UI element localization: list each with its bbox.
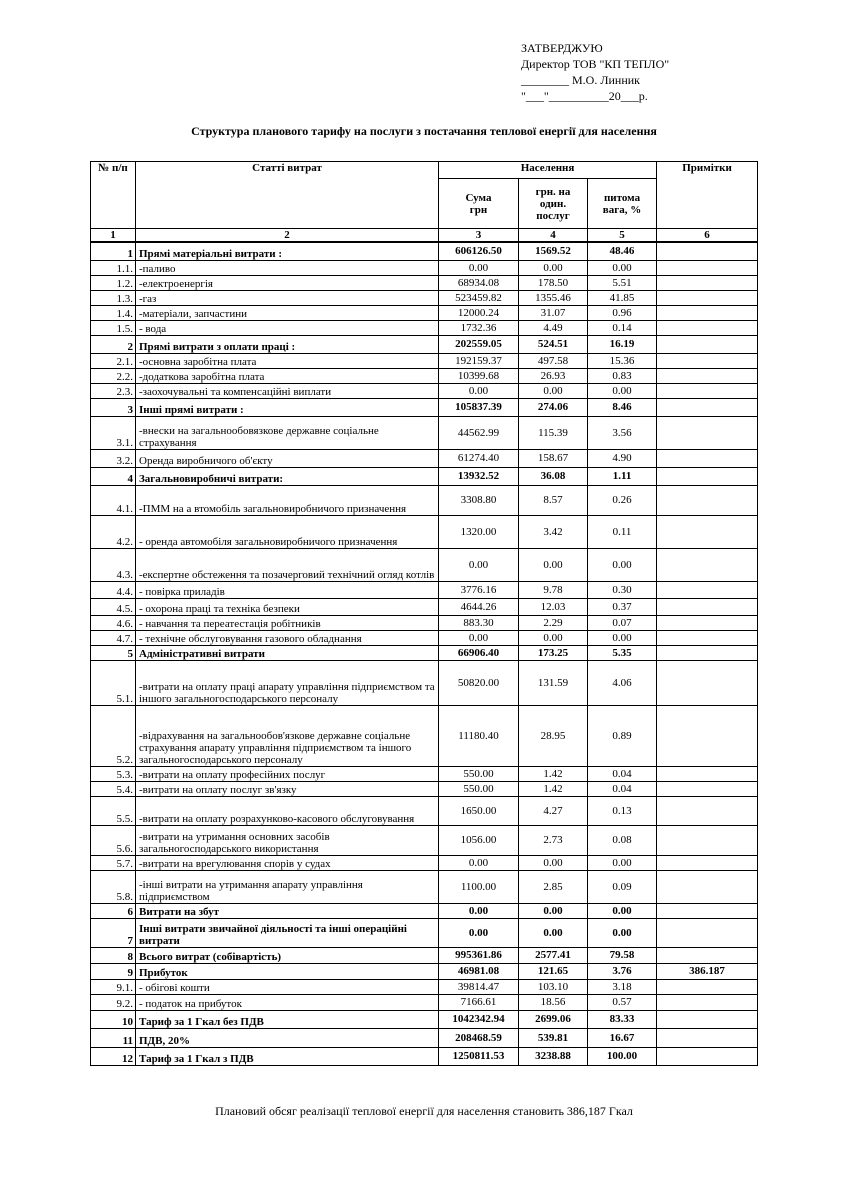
sum-cell: 550.00 (439, 766, 519, 781)
sum-cell: 995361.86 (439, 947, 519, 963)
note-cell (657, 825, 758, 855)
row-number-cell: 7 (91, 918, 136, 947)
note-cell (657, 368, 758, 383)
row-number-cell: 5.7. (91, 855, 136, 870)
per-unit-cell: 8.57 (519, 485, 588, 515)
per-unit-cell: 4.27 (519, 796, 588, 825)
note-cell (657, 449, 758, 467)
table-row (91, 1047, 758, 1065)
row-number-cell: 3.1. (91, 416, 136, 449)
per-unit-cell: 0.00 (519, 548, 588, 581)
table-row (91, 449, 758, 467)
note-cell (657, 796, 758, 825)
per-unit-cell: 121.65 (519, 963, 588, 979)
share-cell: 41.85 (588, 290, 657, 305)
per-unit-cell: 28.95 (519, 705, 588, 766)
per-unit-cell: 524.51 (519, 335, 588, 353)
note-cell (657, 994, 758, 1010)
tariff-table (90, 161, 758, 1066)
note-cell (657, 979, 758, 994)
cost-item-cell: - податок на прибуток (136, 994, 439, 1010)
sum-cell: 68934.08 (439, 275, 519, 290)
note-cell (657, 548, 758, 581)
sum-cell: 0.00 (439, 903, 519, 918)
sum-cell: 0.00 (439, 630, 519, 645)
per-unit-cell: 9.78 (519, 581, 588, 598)
row-number-cell: 5.8. (91, 870, 136, 903)
table-row (91, 416, 758, 449)
header-sum: Сума грн (439, 179, 519, 229)
table-body (91, 242, 758, 1065)
row-number-cell: 1.2. (91, 275, 136, 290)
cost-item-cell: -витрати на утримання основних засобів загальногосподарського використання (136, 825, 439, 855)
share-cell: 0.00 (588, 918, 657, 947)
share-cell: 0.00 (588, 383, 657, 398)
per-unit-cell: 0.00 (519, 855, 588, 870)
per-unit-cell: 1355.46 (519, 290, 588, 305)
share-cell: 0.04 (588, 766, 657, 781)
per-unit-cell: 2.29 (519, 615, 588, 630)
per-unit-cell: 26.93 (519, 368, 588, 383)
share-cell: 0.57 (588, 994, 657, 1010)
cost-item-cell: -основна заробітна плата (136, 353, 439, 368)
share-cell: 3.76 (588, 963, 657, 979)
note-cell (657, 1010, 758, 1028)
approval-title: ЗАТВЕРДЖУЮ (521, 41, 603, 55)
cost-item-cell: -витрати на врегулювання спорів у судах (136, 855, 439, 870)
table-row (91, 705, 758, 766)
sum-cell: 0.00 (439, 260, 519, 275)
row-number-cell: 4.1. (91, 485, 136, 515)
note-cell (657, 918, 758, 947)
cost-item-cell: Прибуток (136, 963, 439, 979)
sum-cell: 1100.00 (439, 870, 519, 903)
note-cell (657, 705, 758, 766)
row-number-cell: 5.1. (91, 660, 136, 705)
column-index: 1 (91, 229, 136, 243)
row-number-cell: 9.1. (91, 979, 136, 994)
table-row (91, 1028, 758, 1047)
table-row (91, 598, 758, 615)
share-cell: 0.07 (588, 615, 657, 630)
per-unit-cell: 18.56 (519, 994, 588, 1010)
table-row (91, 368, 758, 383)
header-share: питома вага, % (588, 179, 657, 229)
row-number-cell: 5.6. (91, 825, 136, 855)
cost-item-cell: -матеріали, запчастини (136, 305, 439, 320)
sum-cell: 0.00 (439, 855, 519, 870)
cost-item-cell: Оренда виробничого об'єкту (136, 449, 439, 467)
note-cell (657, 1028, 758, 1047)
cost-item-cell: Адміністративні витрати (136, 645, 439, 660)
table-row (91, 383, 758, 398)
cost-item-cell: -внески на загальнообовязкове державне соціальне страхування (136, 416, 439, 449)
share-cell: 4.90 (588, 449, 657, 467)
row-number-cell: 2.1. (91, 353, 136, 368)
row-number-cell: 4.5. (91, 598, 136, 615)
row-number-cell: 2.2. (91, 368, 136, 383)
share-cell: 0.00 (588, 855, 657, 870)
share-cell: 0.13 (588, 796, 657, 825)
row-number-cell: 5.2. (91, 705, 136, 766)
table-row (91, 781, 758, 796)
cost-item-cell: -витрати на оплату послуг зв'язку (136, 781, 439, 796)
table-row (91, 766, 758, 781)
table-row (91, 994, 758, 1010)
row-number-cell: 3 (91, 398, 136, 416)
per-unit-cell: 0.00 (519, 383, 588, 398)
table-row (91, 660, 758, 705)
row-number-cell: 4.6. (91, 615, 136, 630)
table-row (91, 353, 758, 368)
note-cell (657, 383, 758, 398)
per-unit-cell: 4.49 (519, 320, 588, 335)
table-row (91, 581, 758, 598)
per-unit-cell: 539.81 (519, 1028, 588, 1047)
row-number-cell: 1 (91, 242, 136, 260)
cost-item-cell: - охорона праці та техніка безпеки (136, 598, 439, 615)
sum-cell: 192159.37 (439, 353, 519, 368)
share-cell: 0.00 (588, 630, 657, 645)
note-cell (657, 903, 758, 918)
cost-item-cell: -паливо (136, 260, 439, 275)
per-unit-cell: 1569.52 (519, 242, 588, 260)
sum-cell: 1732.36 (439, 320, 519, 335)
row-number-cell: 1.3. (91, 290, 136, 305)
cost-item-cell: Тариф за 1 Гкал без ПДВ (136, 1010, 439, 1028)
note-cell (657, 353, 758, 368)
share-cell: 48.46 (588, 242, 657, 260)
share-cell: 3.18 (588, 979, 657, 994)
note-cell (657, 781, 758, 796)
sum-cell: 11180.40 (439, 705, 519, 766)
column-index: 4 (519, 229, 588, 243)
per-unit-cell: 274.06 (519, 398, 588, 416)
sum-cell: 4644.26 (439, 598, 519, 615)
table-row (91, 918, 758, 947)
row-number-cell: 2 (91, 335, 136, 353)
column-index: 2 (136, 229, 439, 243)
share-cell: 0.37 (588, 598, 657, 615)
table-row (91, 630, 758, 645)
table-row (91, 242, 758, 260)
row-number-cell: 2.3. (91, 383, 136, 398)
per-unit-cell: 497.58 (519, 353, 588, 368)
header-population: Населення (439, 162, 657, 179)
note-cell (657, 242, 758, 260)
column-index: 5 (588, 229, 657, 243)
share-cell: 5.35 (588, 645, 657, 660)
row-number-cell: 10 (91, 1010, 136, 1028)
per-unit-cell: 3.42 (519, 515, 588, 548)
share-cell: 0.11 (588, 515, 657, 548)
cost-item-cell: Прямі витрати з оплати праці : (136, 335, 439, 353)
sum-cell: 12000.24 (439, 305, 519, 320)
sum-cell: 606126.50 (439, 242, 519, 260)
cost-item-cell: -витрати на оплату професійних послуг (136, 766, 439, 781)
per-unit-cell: 0.00 (519, 918, 588, 947)
sum-cell: 1320.00 (439, 515, 519, 548)
cost-item-cell: -заохочувальні та компенсаційні виплати (136, 383, 439, 398)
share-cell: 5.51 (588, 275, 657, 290)
sum-cell: 13932.52 (439, 467, 519, 485)
note-cell (657, 615, 758, 630)
table-row (91, 947, 758, 963)
cost-item-cell: -додаткова заробітна плата (136, 368, 439, 383)
share-cell: 0.08 (588, 825, 657, 855)
note-cell (657, 598, 758, 615)
sum-cell: 550.00 (439, 781, 519, 796)
cost-item-cell: -газ (136, 290, 439, 305)
sum-cell: 44562.99 (439, 416, 519, 449)
per-unit-cell: 36.08 (519, 467, 588, 485)
table-row (91, 979, 758, 994)
note-cell (657, 947, 758, 963)
share-cell: 0.30 (588, 581, 657, 598)
row-number-cell: 12 (91, 1047, 136, 1065)
row-number-cell: 4.7. (91, 630, 136, 645)
share-cell: 0.14 (588, 320, 657, 335)
sum-cell: 202559.05 (439, 335, 519, 353)
note-cell (657, 416, 758, 449)
table-row (91, 1010, 758, 1028)
header-notes: Примітки (657, 162, 758, 229)
table-row (91, 870, 758, 903)
cost-item-cell: -експертне обстеження та позачерговий технічний огляд котлів (136, 548, 439, 581)
sum-cell: 1056.00 (439, 825, 519, 855)
share-cell: 83.33 (588, 1010, 657, 1028)
row-number-cell: 4.3. (91, 548, 136, 581)
per-unit-cell: 1.42 (519, 781, 588, 796)
per-unit-cell: 173.25 (519, 645, 588, 660)
note-cell (657, 485, 758, 515)
table-row (91, 335, 758, 353)
header-number: № п/п (91, 162, 136, 229)
sum-cell: 46981.08 (439, 963, 519, 979)
share-cell: 16.67 (588, 1028, 657, 1047)
note-cell (657, 398, 758, 416)
note-cell (657, 630, 758, 645)
sum-cell: 66906.40 (439, 645, 519, 660)
sum-cell: 523459.82 (439, 290, 519, 305)
cost-item-cell: - вода (136, 320, 439, 335)
cost-item-cell: Інші прямі витрати : (136, 398, 439, 416)
table-row (91, 855, 758, 870)
approval-date: "___"__________20___р. (521, 89, 648, 103)
share-cell: 0.89 (588, 705, 657, 766)
row-number-cell: 1.1. (91, 260, 136, 275)
cost-item-cell: - обігові кошти (136, 979, 439, 994)
table-row (91, 290, 758, 305)
table-row (91, 796, 758, 825)
per-unit-cell: 2.73 (519, 825, 588, 855)
cost-item-cell: - технічне обслуговування газового обладнання (136, 630, 439, 645)
note-cell (657, 305, 758, 320)
share-cell: 0.09 (588, 870, 657, 903)
cost-item-cell: -відрахування на загальнообов'язкове державне соціальне страхування апарату управління підприємством та іншого загальногосподарського персоналу (136, 705, 439, 766)
header-per-unit: грн. на один. послуг (519, 179, 588, 229)
table-row (91, 398, 758, 416)
cost-item-cell: - навчання та переатестація робітників (136, 615, 439, 630)
per-unit-cell: 178.50 (519, 275, 588, 290)
note-cell (657, 660, 758, 705)
note-cell (657, 320, 758, 335)
note-cell (657, 260, 758, 275)
share-cell: 0.00 (588, 548, 657, 581)
share-cell: 0.00 (588, 260, 657, 275)
sum-cell: 105837.39 (439, 398, 519, 416)
sum-cell: 50820.00 (439, 660, 519, 705)
table-row (91, 548, 758, 581)
share-cell: 0.04 (588, 781, 657, 796)
note-cell (657, 515, 758, 548)
per-unit-cell: 2699.06 (519, 1010, 588, 1028)
row-number-cell: 4.4. (91, 581, 136, 598)
sum-cell: 208468.59 (439, 1028, 519, 1047)
share-cell: 0.83 (588, 368, 657, 383)
share-cell: 3.56 (588, 416, 657, 449)
sum-cell: 3776.16 (439, 581, 519, 598)
cost-item-cell: - оренда автомобіля загальновиробничого призначення (136, 515, 439, 548)
per-unit-cell: 12.03 (519, 598, 588, 615)
cost-item-cell: Прямі матеріальні витрати : (136, 242, 439, 260)
approval-signature: ________ М.О. Линник (521, 73, 640, 87)
share-cell: 0.26 (588, 485, 657, 515)
note-cell (657, 870, 758, 903)
row-number-cell: 5.5. (91, 796, 136, 825)
per-unit-cell: 31.07 (519, 305, 588, 320)
cost-item-cell: - повірка приладів (136, 581, 439, 598)
table-row (91, 467, 758, 485)
sum-cell: 883.30 (439, 615, 519, 630)
row-number-cell: 11 (91, 1028, 136, 1047)
share-cell: 1.11 (588, 467, 657, 485)
note-cell (657, 855, 758, 870)
row-number-cell: 9 (91, 963, 136, 979)
table-row (91, 320, 758, 335)
row-number-cell: 4.2. (91, 515, 136, 548)
per-unit-cell: 1.42 (519, 766, 588, 781)
note-cell (657, 1047, 758, 1065)
sum-cell: 1650.00 (439, 796, 519, 825)
sum-cell: 10399.68 (439, 368, 519, 383)
row-number-cell: 5 (91, 645, 136, 660)
sum-cell: 0.00 (439, 383, 519, 398)
sum-cell: 1250811.53 (439, 1047, 519, 1065)
column-index: 6 (657, 229, 758, 243)
note-cell (657, 766, 758, 781)
cost-item-cell: -ПММ на а втомобіль загальновиробничого призначення (136, 485, 439, 515)
note-cell (657, 581, 758, 598)
row-number-cell: 3.2. (91, 449, 136, 467)
share-cell: 0.96 (588, 305, 657, 320)
table-row (91, 260, 758, 275)
per-unit-cell: 103.10 (519, 979, 588, 994)
per-unit-cell: 0.00 (519, 630, 588, 645)
row-number-cell: 1.5. (91, 320, 136, 335)
row-number-cell: 5.3. (91, 766, 136, 781)
cost-item-cell: Тариф за 1 Гкал з ПДВ (136, 1047, 439, 1065)
row-number-cell: 4 (91, 467, 136, 485)
per-unit-cell: 115.39 (519, 416, 588, 449)
per-unit-cell: 0.00 (519, 903, 588, 918)
table-row (91, 645, 758, 660)
cost-item-cell: Інші витрати звичайної діяльності та інші операційні витрати (136, 918, 439, 947)
footer-note: Плановий обсяг реалізації теплової енергії для населення становить 386,187 Гкал (215, 1104, 633, 1118)
row-number-cell: 5.4. (91, 781, 136, 796)
sum-cell: 1042342.94 (439, 1010, 519, 1028)
table-row (91, 305, 758, 320)
share-cell: 15.36 (588, 353, 657, 368)
sum-cell: 39814.47 (439, 979, 519, 994)
share-cell: 4.06 (588, 660, 657, 705)
per-unit-cell: 158.67 (519, 449, 588, 467)
share-cell: 0.00 (588, 903, 657, 918)
per-unit-cell: 0.00 (519, 260, 588, 275)
header-cost-items: Статті витрат (136, 162, 439, 229)
per-unit-cell: 2.85 (519, 870, 588, 903)
row-number-cell: 9.2. (91, 994, 136, 1010)
note-cell (657, 645, 758, 660)
row-number-cell: 6 (91, 903, 136, 918)
table-row (91, 825, 758, 855)
per-unit-cell: 2577.41 (519, 947, 588, 963)
cost-item-cell: Всього витрат (собівартість) (136, 947, 439, 963)
table-row (91, 275, 758, 290)
document-title: Структура планового тарифу на послуги з постачання теплової енергії для населення (191, 124, 657, 138)
table-row (91, 515, 758, 548)
row-number-cell: 8 (91, 947, 136, 963)
cost-item-cell: ПДВ, 20% (136, 1028, 439, 1047)
note-cell (657, 467, 758, 485)
share-cell: 16.19 (588, 335, 657, 353)
note-cell (657, 275, 758, 290)
per-unit-cell: 3238.88 (519, 1047, 588, 1065)
sum-cell: 0.00 (439, 918, 519, 947)
cost-item-cell: -інші витрати на утримання апарату управління підприємством (136, 870, 439, 903)
share-cell: 8.46 (588, 398, 657, 416)
share-cell: 100.00 (588, 1047, 657, 1065)
column-index: 3 (439, 229, 519, 243)
table-row (91, 485, 758, 515)
cost-item-cell: -витрати на оплату розрахунково-касового обслуговування (136, 796, 439, 825)
table-row (91, 615, 758, 630)
cost-item-cell: Витрати на збут (136, 903, 439, 918)
sum-cell: 0.00 (439, 548, 519, 581)
note-cell (657, 335, 758, 353)
table-row (91, 963, 758, 979)
cost-item-cell: -електроенергія (136, 275, 439, 290)
note-cell: 386.187 (657, 963, 758, 979)
row-number-cell: 1.4. (91, 305, 136, 320)
sum-cell: 61274.40 (439, 449, 519, 467)
per-unit-cell: 131.59 (519, 660, 588, 705)
sum-cell: 7166.61 (439, 994, 519, 1010)
cost-item-cell: -витрати на оплату праці апарату управління підприємством та іншого загальногосподарського персоналу (136, 660, 439, 705)
note-cell (657, 290, 758, 305)
approval-position: Директор ТОВ "КП ТЕПЛО" (521, 57, 670, 71)
sum-cell: 3308.80 (439, 485, 519, 515)
approval-block (521, 40, 669, 104)
cost-item-cell: Загальновиробничі витрати: (136, 467, 439, 485)
table-row (91, 903, 758, 918)
share-cell: 79.58 (588, 947, 657, 963)
